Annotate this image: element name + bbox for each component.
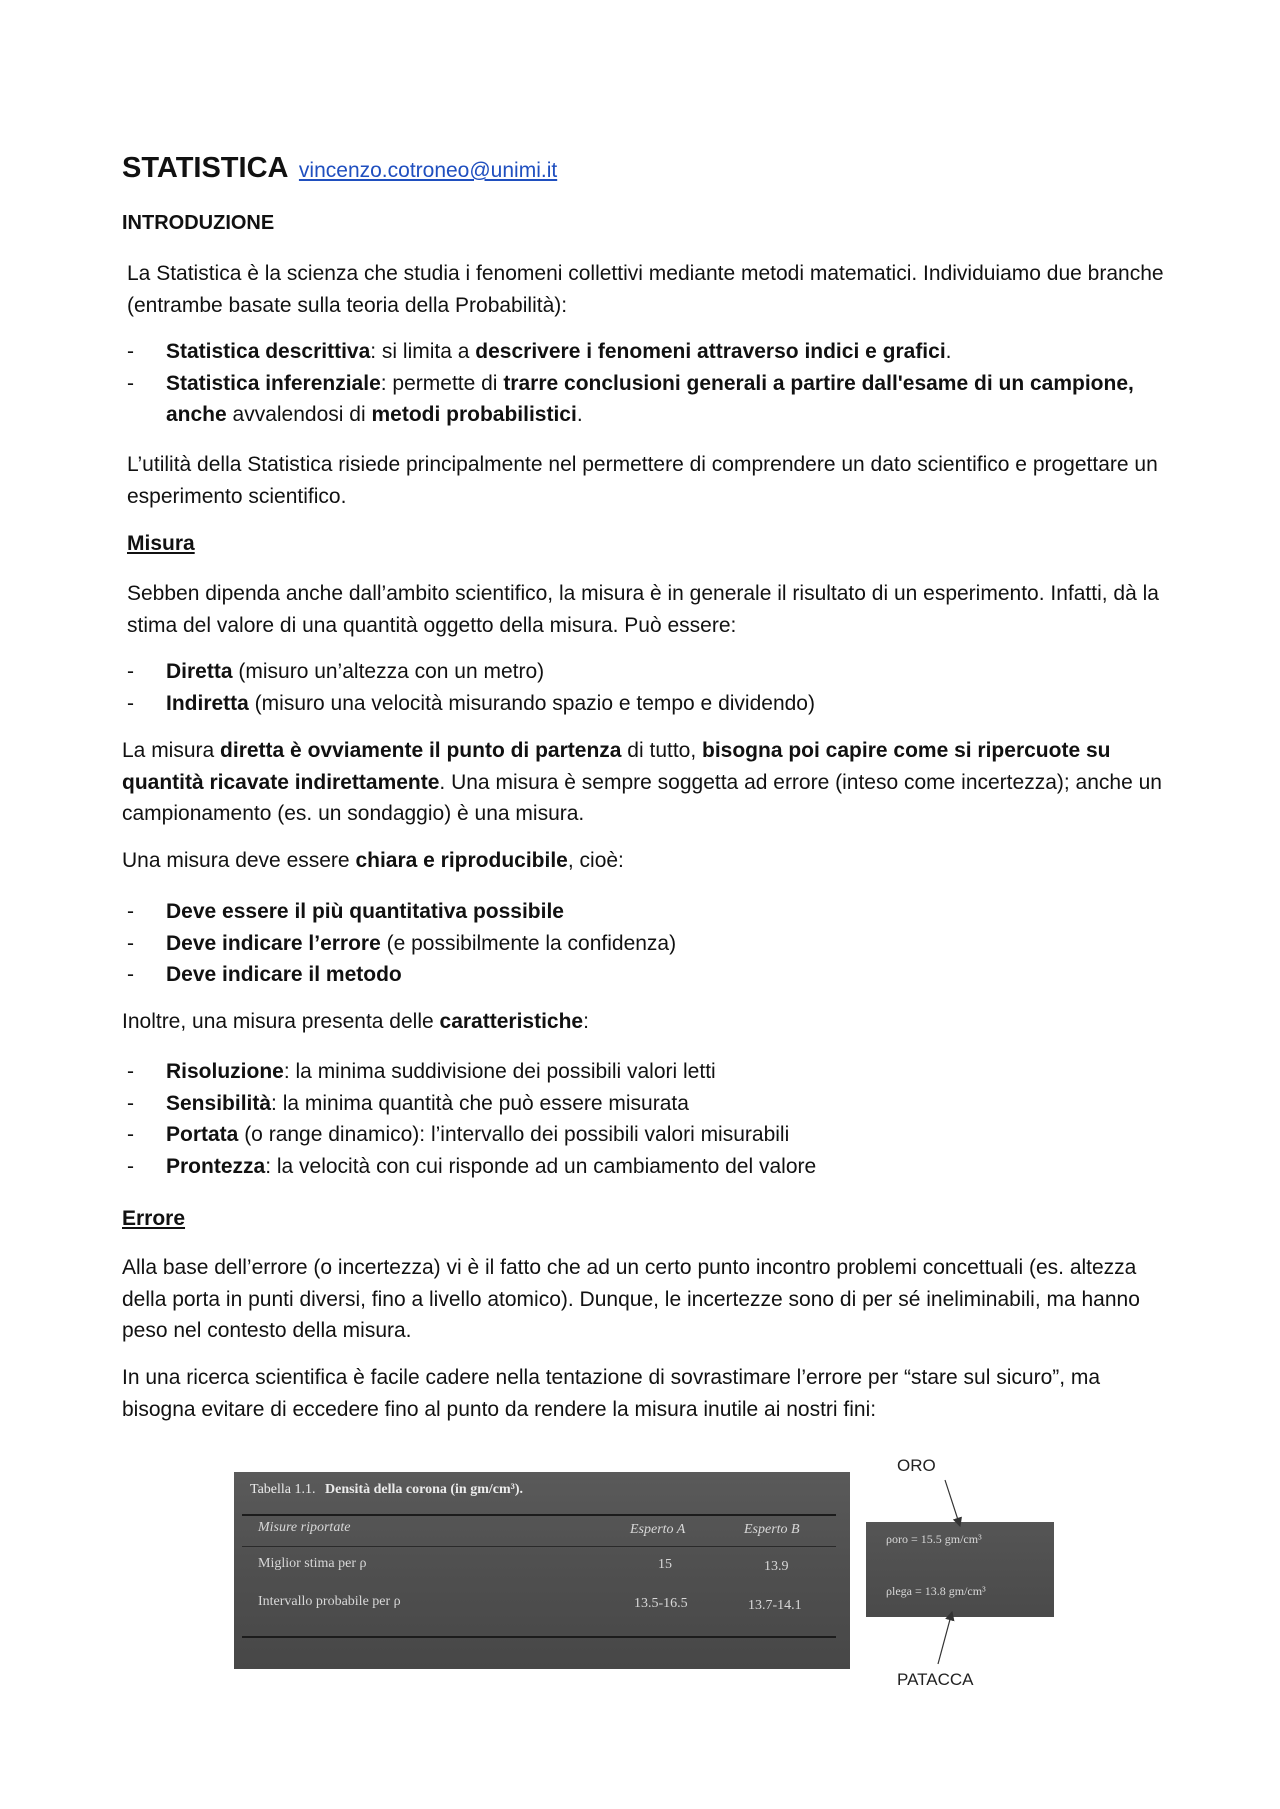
errore-paragraph: Alla base dell’errore (o incertezza) vi è il fatto che ad un certo punto incontro problemi concettuali (es. altezza della porta in punti diversi, fino a livello atomico). Dunque, le incertezze sono di per sé ineliminabili, ma hanno peso nel contesto della misura. xyxy=(122,1256,1140,1342)
list-item-term: Deve indicare l’errore xyxy=(166,931,381,955)
list-item-term: Portata xyxy=(166,1123,239,1146)
list-item-term: Statistica descrittiva xyxy=(166,340,371,363)
table-header-cell: Esperto A xyxy=(630,1522,686,1537)
author-email-link[interactable]: vincenzo.cotroneo@unimi.it xyxy=(298,159,558,182)
list-item-term: Statistica inferenziale xyxy=(166,371,381,395)
list-item: - Deve indicare l’errore (e possibilmente la confidenza) xyxy=(122,928,1172,960)
alloy-density-value: ρlega = 13.8 gm/cm³ xyxy=(886,1584,986,1598)
table-header-cell: Misure riportate xyxy=(258,1520,351,1535)
label-oro: ORO xyxy=(897,1456,936,1475)
table-cell: 13.5-16.5 xyxy=(634,1596,688,1611)
arrow-to-gold xyxy=(945,1480,960,1526)
list-item: - Statistica descrittiva: si limita a descrivere i fenomeni attraverso indici e grafici. xyxy=(122,336,1172,368)
section-heading-introduzione: INTRODUZIONE xyxy=(122,212,275,234)
list-item-term: Sensibilità xyxy=(166,1091,272,1115)
list-item-term: Deve indicare il metodo xyxy=(166,963,402,986)
direct-measure-paragraph: La misura diretta è ovviamente il punto di partenza di tutto, bisogna poi capire come si ripercuote su quantità ricavate indirettamente. Una misura è sempre soggetta ad errore (inteso come incertezza); anche un campionamento (es. un sondaggio) è una misura. xyxy=(122,739,1162,825)
section-heading-misura: Misura xyxy=(127,532,195,555)
list-item: - Portata (o range dinamico): l’intervallo dei possibili valori misurabili xyxy=(122,1119,1172,1151)
label-patacca: PATACCA xyxy=(897,1670,974,1689)
list-item: - Indiretta (misuro una velocità misurando spazio e tempo e dividendo) xyxy=(122,688,1172,720)
utility-paragraph: L’utilità della Statistica risiede principalmente nel permettere di comprendere un dato scientifico e progettare un esperimento scientifico. xyxy=(127,453,1158,508)
misura-paragraph: Sebben dipenda anche dall’ambito scientifico, la misura è in generale il risultato di un esperimento. Infatti, dà la stima del valore di una quantità oggetto della misura. Può essere: xyxy=(127,582,1159,637)
arrow-to-alloy xyxy=(938,1612,952,1664)
characteristics-intro: Inoltre, una misura presenta delle caratteristiche: xyxy=(122,1010,589,1033)
table-header-cell: Esperto B xyxy=(744,1522,800,1537)
list-item: - Risoluzione: la minima suddivisione dei possibili valori letti xyxy=(122,1056,1172,1088)
table-caption: Tabella 1.1. Densità della corona (in gm/cm³). xyxy=(250,1482,523,1497)
gold-density-value: ρoro = 15.5 gm/cm³ xyxy=(886,1532,982,1546)
list-item-term: Risoluzione xyxy=(166,1060,284,1083)
list-item: - Prontezza: la velocità con cui risponde ad un cambiamento del valore xyxy=(122,1151,1172,1183)
list-item-term: Prontezza xyxy=(166,1154,266,1178)
section-heading-errore: Errore xyxy=(122,1207,186,1230)
requirements-intro: Una misura deve essere chiara e riproducibile, cioè: xyxy=(122,849,624,872)
table-cell: 15 xyxy=(658,1557,672,1572)
list-item-term: Deve essere il più quantitativa possibile xyxy=(166,900,564,923)
table-cell: 13.9 xyxy=(764,1559,789,1574)
table-cell: 13.7-14.1 xyxy=(748,1598,802,1613)
overestimate-paragraph: In una ricerca scientifica è facile cadere nella tentazione di sovrastimare l’errore per “stare sul sicuro”, ma bisogna evitare di eccedere fino al punto da rendere la misura inutile ai nostri fini: xyxy=(122,1366,1101,1421)
intro-paragraph: La Statistica è la scienza che studia i fenomeni collettivi mediante metodi matematici. Individuiamo due branche (entrambe basate sulla teoria della Probabilità): xyxy=(127,262,1164,317)
table-cell: Miglior stima per ρ xyxy=(258,1556,367,1571)
list-item: - Statistica inferenziale: permette di trarre conclusioni generali a partire dall'esame di un campione, anche avvalendosi di metodi probabilistici. xyxy=(122,368,1172,431)
list-item: - Diretta (misuro un’altezza con un metro) xyxy=(122,656,1172,688)
list-item-term: Indiretta xyxy=(166,691,249,715)
table-cell: Intervallo probabile per ρ xyxy=(258,1594,401,1609)
list-item: - Sensibilità: la minima quantità che può essere misurata xyxy=(122,1088,1172,1120)
list-item-term: Diretta xyxy=(166,660,233,683)
page-title: STATISTICA xyxy=(122,152,289,184)
